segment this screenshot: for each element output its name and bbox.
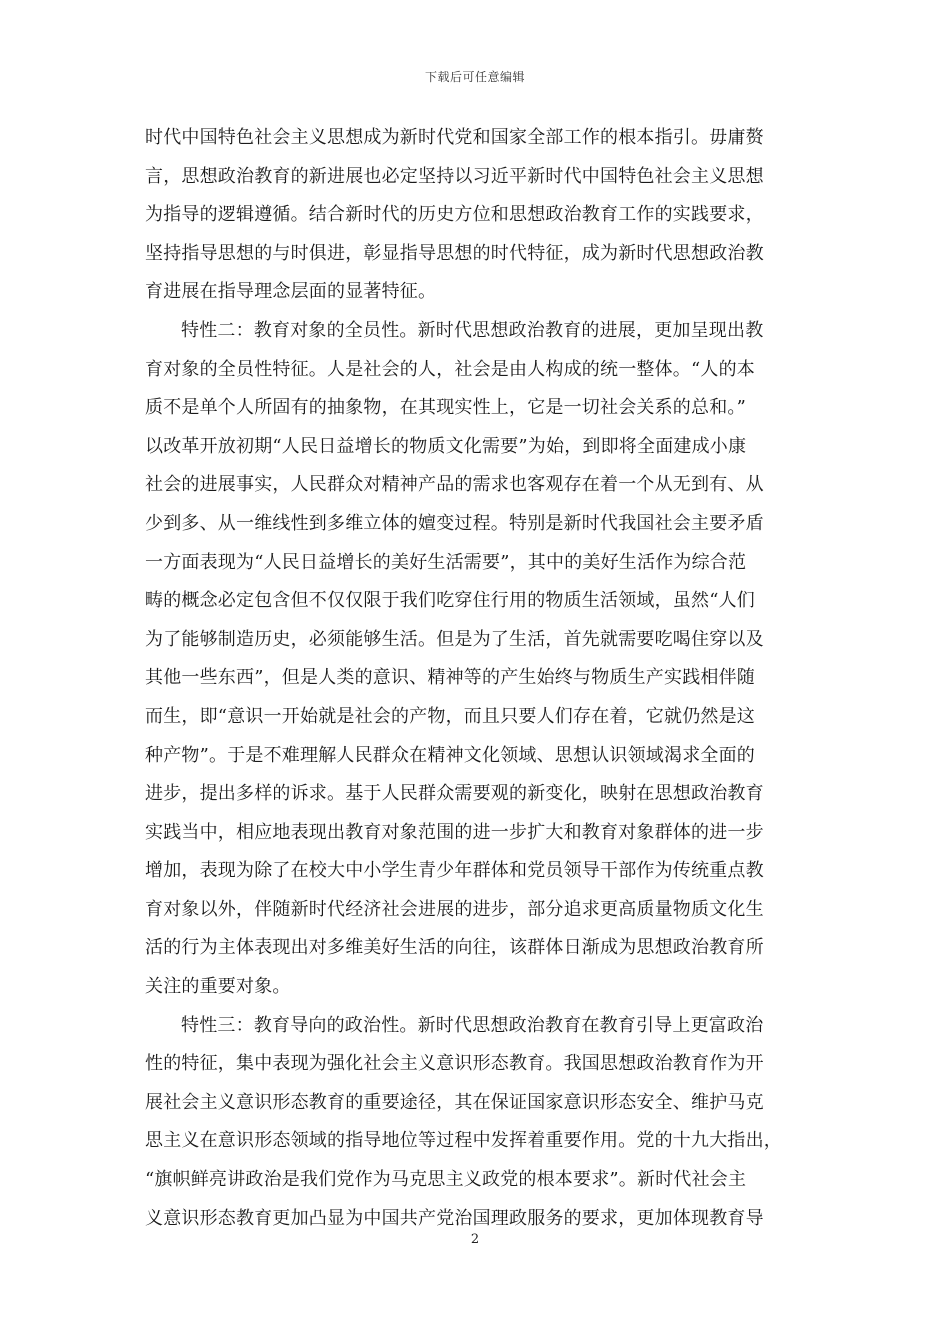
text-line: 性的特征，集中表现为强化社会主义意识形态教育。我国思想政治教育作为开 [145,1053,764,1075]
text-line: 为指导的逻辑遵循。结合新时代的历史方位和思想政治教育工作的实践要求， [145,204,764,226]
text-line: 种产物”。于是不难理解人民群众在精神文化领域、思想认识领域渴求全面的 [145,744,755,766]
text-line: 而生，即“意识一开始就是社会的产物，而且只要人们存在着，它就仍然是这 [145,705,755,727]
text-line: 其他一些东西”，但是人类的意识、精神等的产生始终与物质生产实践相伴随 [145,667,755,689]
page-number: 2 [470,1232,480,1247]
text-line: 增加，表现为除了在校大中小学生青少年群体和党员领导干部作为传统重点教 [145,860,764,882]
text-line: 实践当中，相应地表现出教育对象范围的进一步扩大和教育对象群体的进一步 [145,821,764,843]
text-line: 特性三：教育导向的政治性。新时代思想政治教育在教育引导上更富政治 [181,1014,764,1036]
text-line: 活的行为主体表现出对多维美好生活的向往，该群体日渐成为思想政治教育所 [145,937,764,959]
text-line: 特性二：教育对象的全员性。新时代思想政治教育的进展，更加呈现出教 [181,319,764,341]
text-line: 以改革开放初期“人民日益增长的物质文化需要”为始，到即将全面建成小康 [145,435,747,457]
text-line: 展社会主义意识形态教育的重要途径，其在保证国家意识形态安全、维护马克 [145,1091,764,1113]
text-line: 坚持指导思想的与时俱进，彰显指导思想的时代特征，成为新时代思想政治教 [145,242,764,264]
text-line: 社会的进展事实，人民群众对精神产品的需求也客观存在着一个从无到有、从 [145,474,764,496]
text-line: 畴的概念必定包含但不仅仅限于我们吃穿住行用的物质生活领域，虽然“人们 [145,590,755,612]
text-line: 为了能够制造历史，必须能够生活。但是为了生活，首先就需要吃喝住穿以及 [145,628,764,650]
text-line: 思主义在意识形态领域的指导地位等过程中发挥着重要作用。党的十九大指出， [145,1130,782,1152]
text-line: 言，思想政治教育的新进展也必定坚持以习近平新时代中国特色社会主义思想 [145,165,764,187]
text-line: “旗帜鲜亮讲政治是我们党作为马克思主义政党的根本要求”。新时代社会主 [145,1169,747,1191]
text-line: 义意识形态教育更加凸显为中国共产党治国理政服务的要求，更加体现教育导 [145,1207,764,1229]
body-text [145,119,805,1238]
text-line: 育对象的全员性特征。人是社会的人，社会是由人构成的统一整体。“人的本 [145,358,755,380]
text-line: 质不是单个人所固有的抽象物，在其现实性上，它是一切社会关系的总和。” [145,397,746,419]
text-line: 育进展在指导理念层面的显著特征。 [145,281,437,303]
text-line: 少到多、从一维线性到多维立体的嬗变过程。特别是新时代我国社会主要矛盾 [145,512,764,534]
page-header: 下载后可任意编辑 [424,70,525,84]
text-line: 关注的重要对象。 [145,976,291,998]
text-line: 进步，提出多样的诉求。基于人民群众需要观的新变化，映射在思想政治教育 [145,783,764,805]
text-line: 育对象以外，伴随新时代经济社会进展的进步，部分追求更高质量物质文化生 [145,898,764,920]
text-line: 时代中国特色社会主义思想成为新时代党和国家全部工作的根本指引。毋庸赘 [145,127,764,148]
text-line: 一方面表现为“人民日益增长的美好生活需要”，其中的美好生活作为综合范 [145,551,747,573]
